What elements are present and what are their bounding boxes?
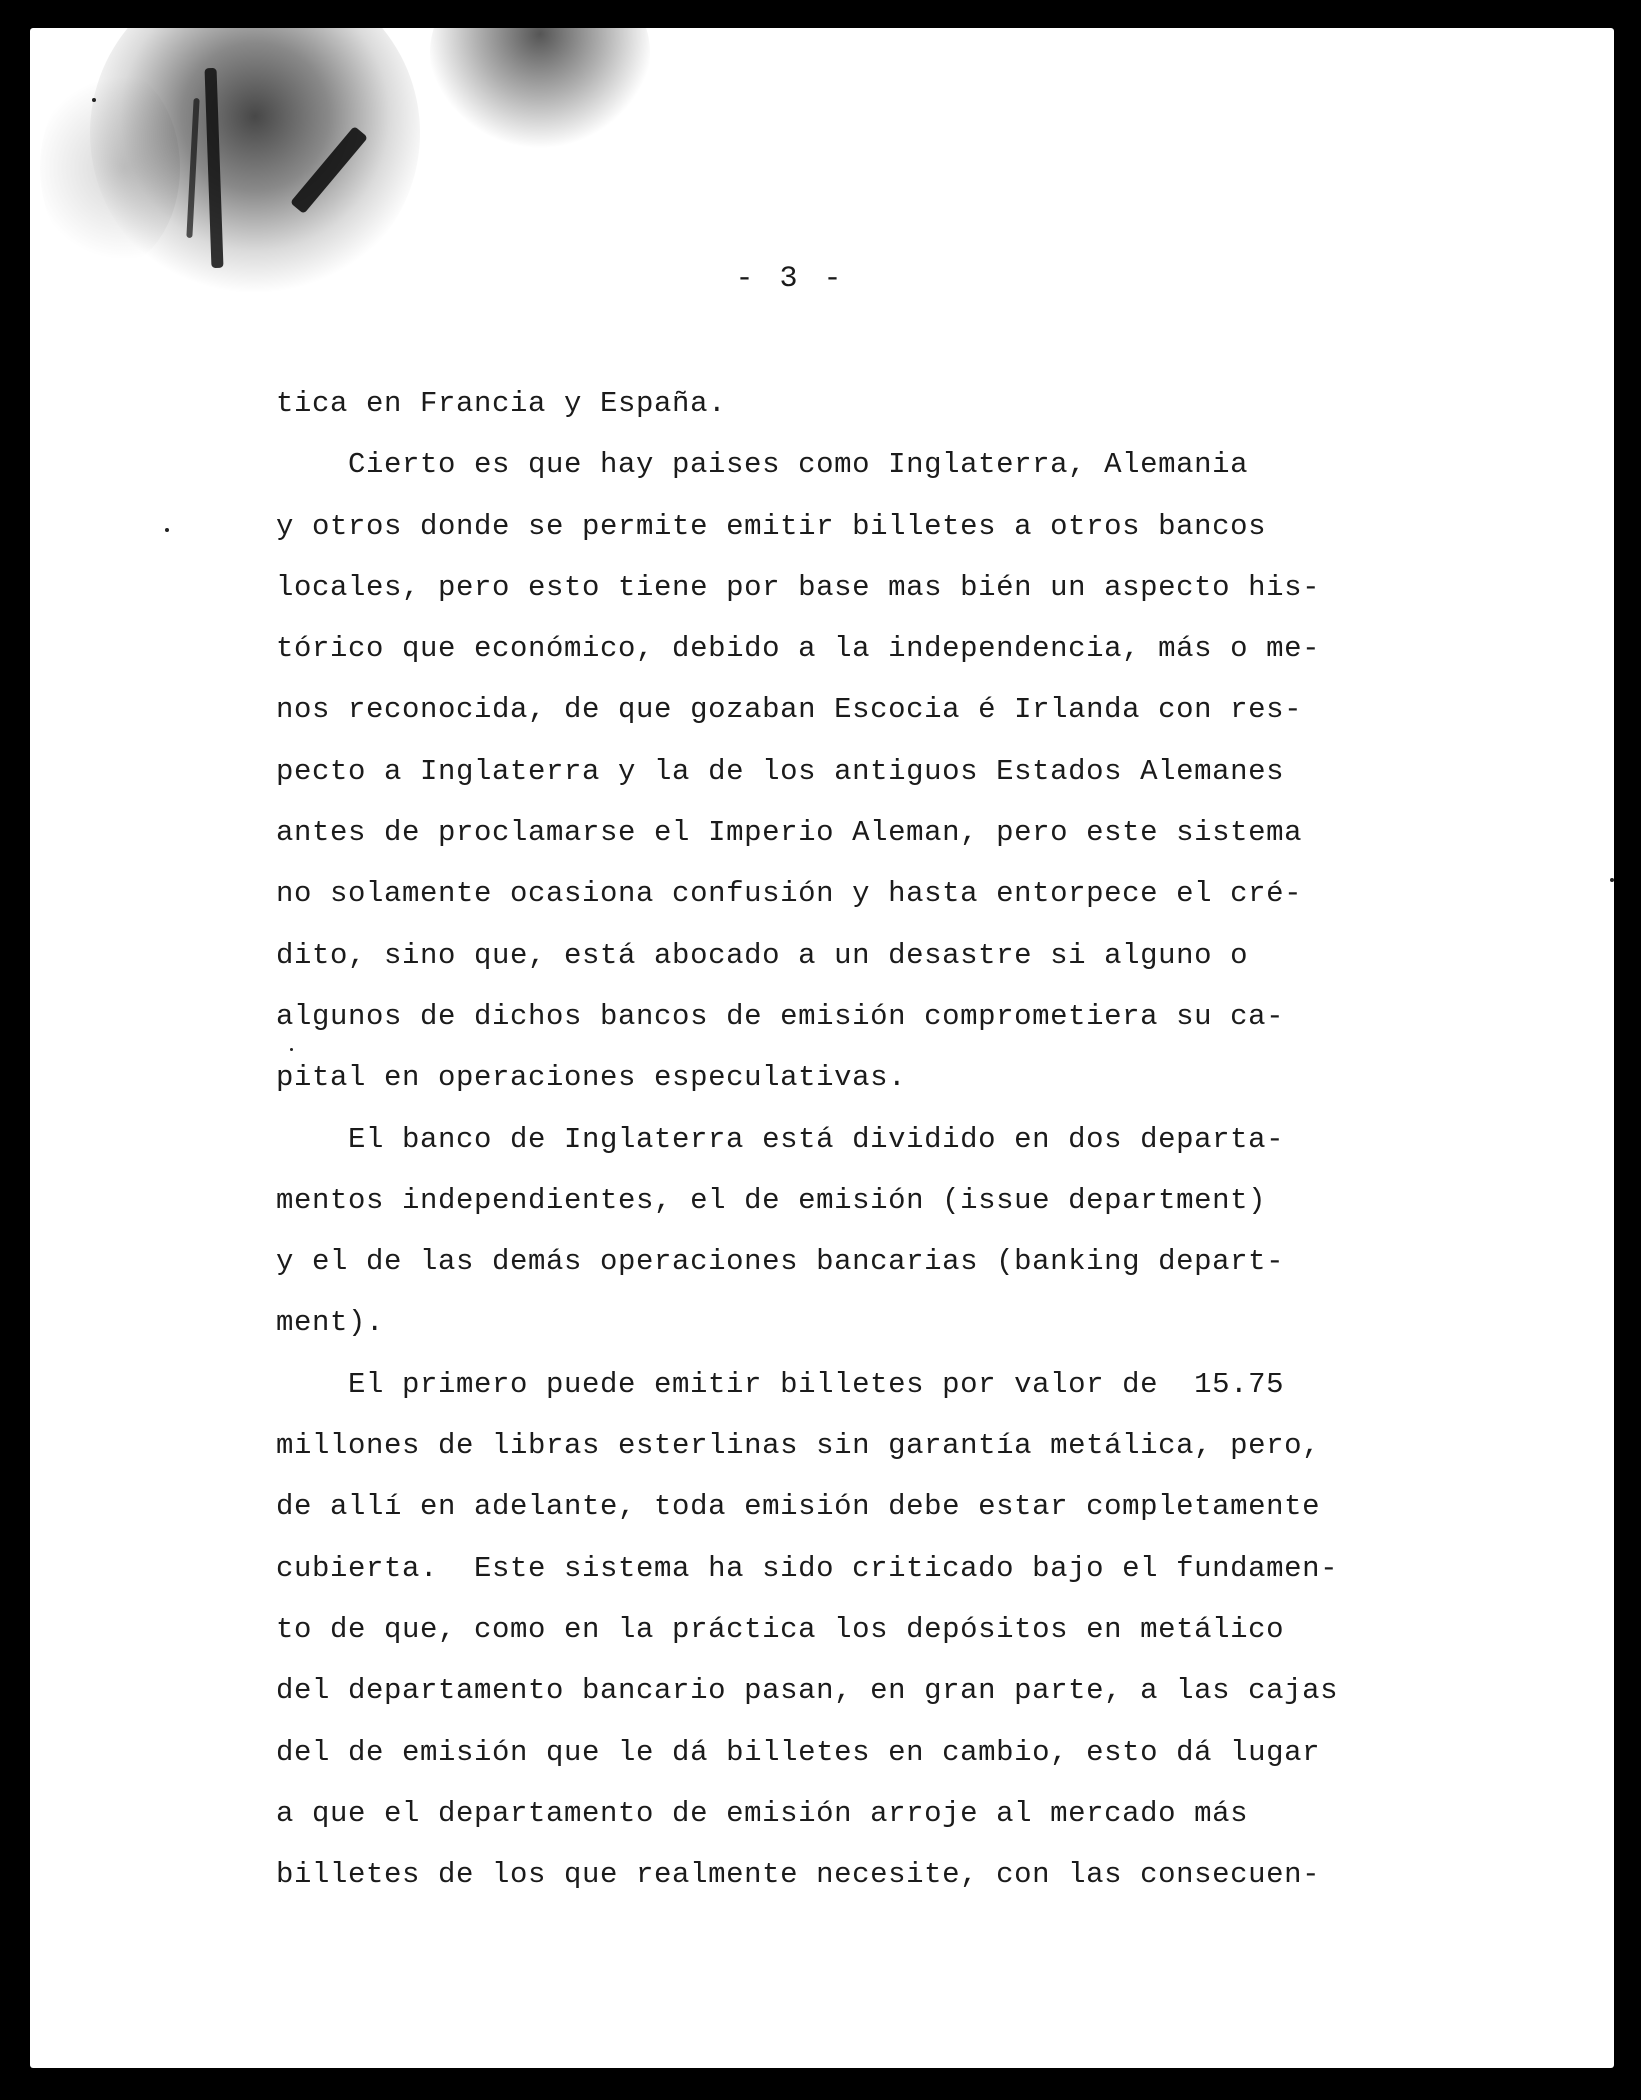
text-line: a que el departamento de emisión arroje al mercado más: [276, 1796, 1249, 1830]
text-line: billetes de los que realmente necesite, con las consecuen-: [276, 1858, 1321, 1892]
ink-streak: [186, 98, 199, 238]
text-line: nos reconocida, de que gozaban Escocia é Irlanda con res-: [276, 693, 1303, 727]
text-line: locales, pero esto tiene por base mas bién un aspecto his-: [276, 570, 1321, 604]
text-line: El primero puede emitir billetes por valor de 15.75: [348, 1367, 1285, 1401]
text-line: millones de libras esterlinas sin garantía metálica, pero,: [276, 1429, 1321, 1463]
ink-speck: [165, 528, 169, 532]
text-line: antes de proclamarse el Imperio Aleman, pero este sistema: [276, 816, 1303, 850]
text-line: no solamente ocasiona confusión y hasta entorpece el cré-: [276, 877, 1303, 911]
ink-speck: [92, 98, 96, 102]
ink-smudge: [90, 28, 420, 298]
ink-smudge: [40, 68, 180, 268]
text-line: ment).: [276, 1306, 385, 1340]
text-line: del de emisión que le dá billetes en cambio, esto dá lugar: [276, 1735, 1321, 1769]
text-line: de allí en adelante, toda emisión debe estar completamente: [276, 1490, 1321, 1524]
text-line: pecto a Inglaterra y la de los antiguos Estados Alemanes: [276, 754, 1285, 788]
text-line: Cierto es que hay paises como Inglaterra, Alemania: [348, 448, 1249, 482]
text-line: El banco de Inglaterra está dividido en dos departa-: [348, 1122, 1285, 1156]
text-line: to de que, como en la práctica los depósitos en metálico: [276, 1612, 1285, 1646]
text-line: algunos de dichos bancos de emisión comprometiera su ca-: [276, 999, 1285, 1033]
text-line: tica en Francia y España.: [276, 387, 727, 420]
text-line: pital en operaciones especulativas.: [276, 1061, 907, 1095]
text-line: y otros donde se permite emitir billetes a otros bancos: [276, 509, 1267, 543]
ink-streak: [205, 68, 224, 268]
ink-speck: [1610, 878, 1614, 882]
text-line: y el de las demás operaciones bancarias (banking depart-: [276, 1245, 1285, 1279]
page-number: - 3 -: [735, 262, 846, 296]
ink-streak: [290, 126, 368, 214]
body-text: [276, 373, 1456, 1905]
text-line: dito, sino que, está abocado a un desastre si alguno o: [276, 938, 1249, 972]
text-line: tórico que económico, debido a la independencia, más o me-: [276, 632, 1321, 666]
text-line: mentos independientes, el de emisión (issue department): [276, 1183, 1267, 1217]
text-line: cubierta. Este sistema ha sido criticado bajo el fundamen-: [276, 1551, 1339, 1585]
text-line: del departamento bancario pasan, en gran parte, a las cajas: [276, 1674, 1339, 1708]
ink-smudge: [430, 28, 650, 148]
